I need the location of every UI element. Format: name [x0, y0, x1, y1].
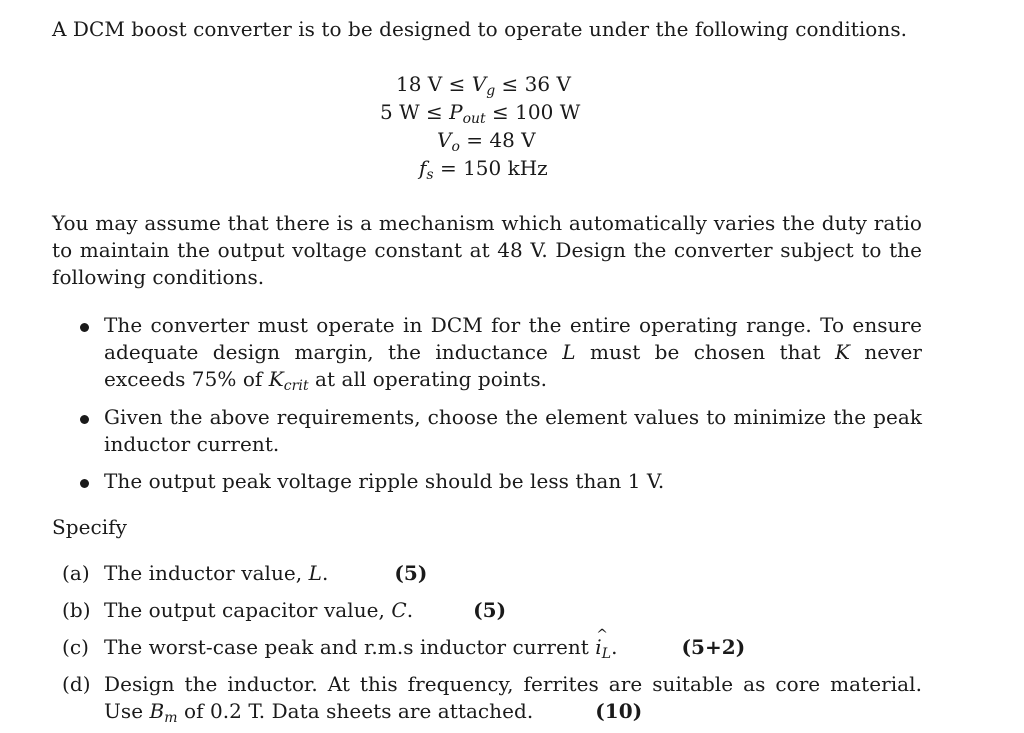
qb-end: .	[406, 598, 414, 622]
question-d-label: (d)	[62, 672, 91, 696]
qc-marks: (5+2)	[681, 635, 746, 659]
specify-heading: Specify	[52, 515, 127, 539]
question-b-label: (b)	[62, 598, 91, 622]
qd-text-2: of 0.2 T. Data sheets are attached.	[177, 699, 534, 723]
b1-symbol-l: L	[562, 340, 576, 364]
vg-symbol: V	[471, 72, 487, 96]
qc-symbol: ^ i	[595, 634, 601, 661]
question-d-text	[104, 671, 922, 725]
qb-text: The output capacitor value,	[104, 598, 392, 622]
b1-symbol-k: K	[834, 340, 850, 364]
vg-subscript: g	[486, 83, 496, 99]
vo-equation: $V_o = 48$ V	[437, 128, 536, 155]
vg-low: 18 V	[396, 72, 443, 96]
qb-symbol: C	[391, 598, 407, 622]
vg-high: 36 V	[524, 72, 571, 96]
qd-symbol: B	[149, 699, 165, 723]
pout-low: 5 W	[380, 100, 420, 124]
question-c-text	[104, 634, 922, 661]
pout-subscript: out	[462, 111, 486, 127]
assumption-paragraph: You may assume that there is a mechanism which automatically varies the duty ratio to maintain the output voltage constant at 48 V. Design the converter subject to the following conditions.	[52, 211, 922, 289]
question-a-label: (a)	[62, 561, 90, 585]
b1-kcrit-subscript: crit	[283, 378, 309, 394]
qa-end: .	[321, 561, 329, 585]
bullet-icon	[80, 479, 89, 488]
pout-range-equation: 5 $W \le P_{out} \le 100$ W	[380, 100, 581, 127]
vo-value: 48 V	[489, 128, 536, 152]
qc-end: .	[611, 635, 618, 659]
requirement-peak-current-text: Given the above requirements, choose the element values to minimize the peak inductor current.	[104, 405, 922, 456]
b1-text-2: must be chosen that	[575, 340, 835, 364]
qa-text: The inductor value,	[104, 561, 309, 585]
qd-text-1: Design the inductor. At this frequency, ferrites are suitable as core material. Use	[104, 672, 922, 723]
b1-text-4: at all operating points.	[308, 367, 548, 391]
vo-subscript: o	[451, 139, 460, 155]
requirement-ripple-text: The output peak voltage ripple should be less than 1 V.	[104, 469, 665, 493]
fs-value: 150 kHz	[463, 156, 548, 180]
requirement-dcm-text	[104, 312, 922, 393]
b1-text-1: The converter must operate in DCM for the entire operating range. To ensure adequate design margin, the inductance	[104, 313, 922, 364]
b1-text-3: never exceeds 75% of	[104, 340, 922, 391]
bullet-icon	[80, 415, 89, 424]
qd-subscript: m	[164, 710, 178, 726]
vg-range-equation: 18 $V \le V_g \le 36$ V	[396, 72, 571, 99]
question-a-text	[104, 560, 922, 587]
question-c-label: (c)	[62, 635, 89, 659]
fs-equation: $f_s = 150$ kHz	[419, 156, 548, 183]
bullet-icon	[80, 323, 89, 332]
intro-text: A DCM boost converter is to be designed to operate under the following conditions.	[52, 17, 908, 41]
fs-symbol: f	[419, 156, 427, 180]
pout-high: 100 W	[515, 100, 581, 124]
vo-symbol: V	[437, 128, 452, 152]
qc-text: The worst-case peak and r.m.s inductor current	[104, 635, 596, 659]
qa-symbol: L	[308, 561, 322, 585]
qa-marks: (5)	[394, 561, 428, 585]
question-b-text	[104, 597, 922, 624]
qb-marks: (5)	[473, 598, 507, 622]
qc-subscript: L	[601, 646, 612, 662]
fs-subscript: s	[426, 167, 434, 183]
b1-symbol-kcrit: K	[268, 367, 284, 391]
qd-marks: (10)	[595, 699, 643, 723]
pout-symbol: P	[449, 100, 463, 124]
